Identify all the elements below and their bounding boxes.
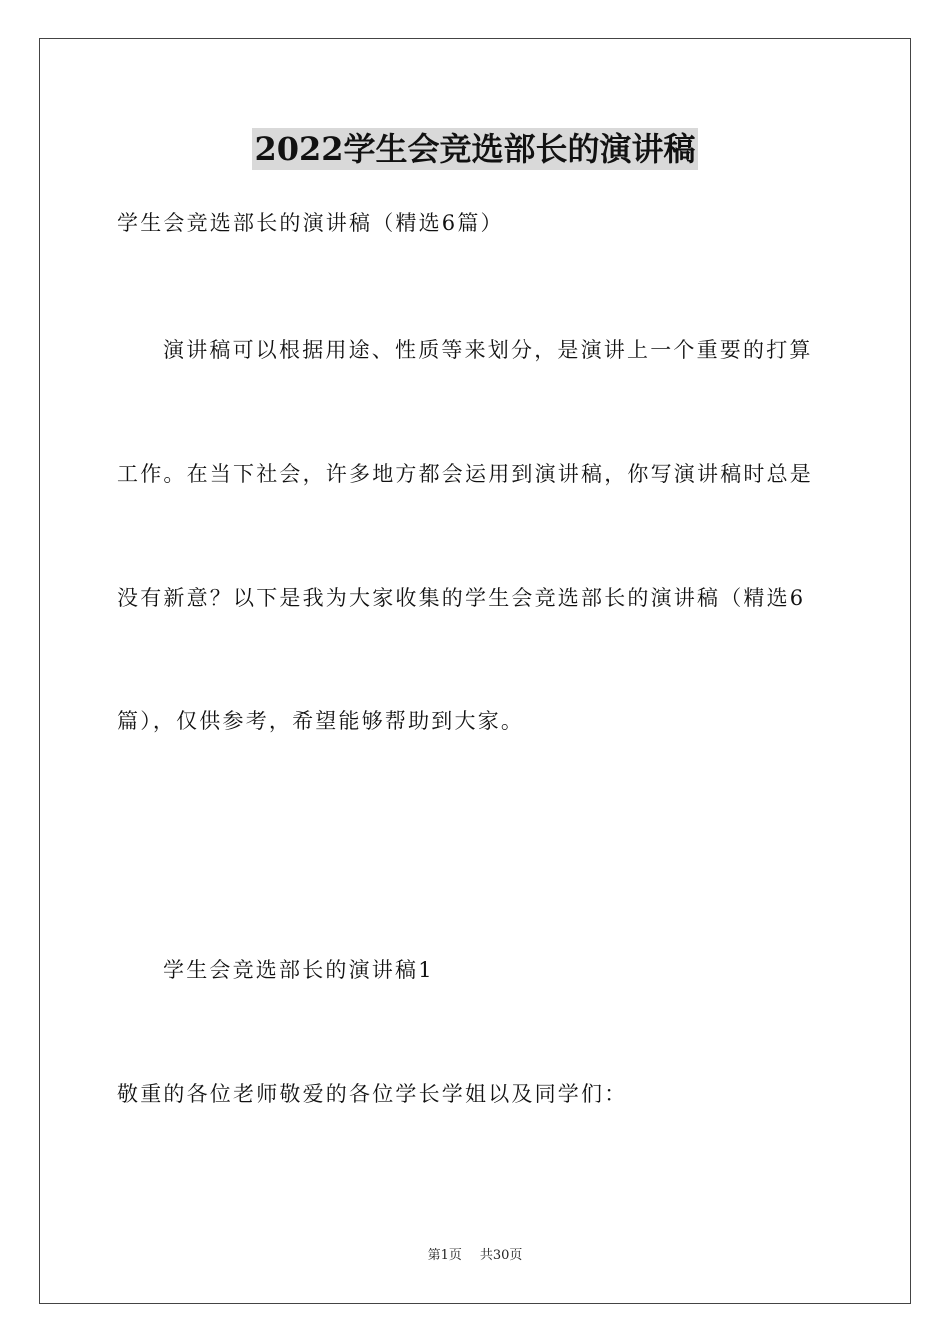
intro-paragraph-line-1: 演讲稿可以根据用途、性质等来划分，是演讲上一个重要的打算 [163, 338, 813, 362]
salutation-line: 敬重的各位老师敬爱的各位学长学姐以及同学们： [117, 1082, 628, 1106]
page-total: 共30页 [479, 1248, 523, 1263]
intro-paragraph-line-2: 工作。在当下社会，许多地方都会运用到演讲稿，你写演讲稿时总是 [117, 462, 813, 486]
document-subtitle: 学生会竞选部长的演讲稿（精选6篇） [117, 211, 504, 235]
intro-paragraph-line-4: 篇），仅供参考，希望能够帮助到大家。 [117, 709, 525, 733]
page-number: 第1页 [427, 1248, 462, 1263]
document-title: 2022学生会竞选部长的演讲稿 [254, 130, 696, 168]
title-container [0, 128, 950, 170]
section-heading: 学生会竞选部长的演讲稿1 [163, 958, 434, 982]
intro-paragraph-line-3: 没有新意？以下是我为大家收集的学生会竞选部长的演讲稿（精选6 [117, 586, 806, 610]
page-footer [0, 1247, 950, 1265]
